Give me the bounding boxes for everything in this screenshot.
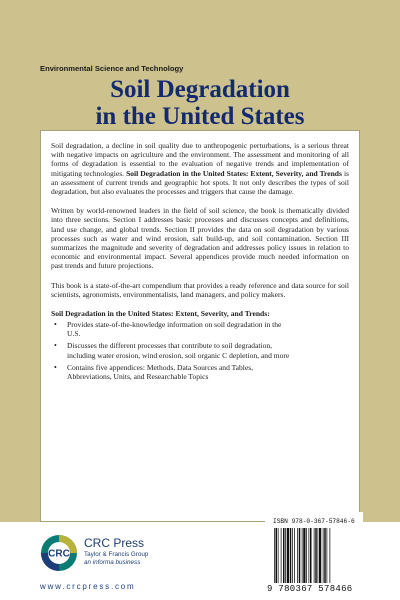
feature-item: • Provides state-of-the-knowledge information on soil degradation in the U.S. xyxy=(54,320,282,339)
paragraph-sections: Written by world-renowned leaders in the field of soil science, the book is thematically divided into three sections. Section I addresses basic processes and discusses concepts and definitions, land use change, and global trends. Section II provides the data on soil degradation by various processes such as water and wind erosion, salt build-up, and soil contamination. Section III summarizes the magnitude and severity of degradation and addresses policy issues in relation to economic and environmental impact. Several appendices provide much needed information on past trends and future projections. xyxy=(51,206,349,271)
features-heading: Soil Degradation in the United States: Extent, Severity, and Trends: xyxy=(51,309,270,319)
intro-text-end: is an assessment of current trends and geographic hot spots. It not only describes the types of soil degradation, but also evaluates the processes and triggers that cause the damage. xyxy=(51,168,349,197)
paragraph-intro xyxy=(51,141,349,196)
paragraph-audience: This book is a state-of-the-art compendium that provides a ready reference and data source for soil scientists, agronomists, environmentalists, land managers, and policy makers. xyxy=(51,280,349,299)
isbn-text: ISBN 978-0-367-57846-6 xyxy=(273,518,355,525)
description-panel xyxy=(40,130,360,522)
publisher-name: CRC Press xyxy=(84,536,145,550)
title-line-1: Soil Degradation xyxy=(110,76,290,103)
title-line-2: in the United States xyxy=(95,103,305,130)
feature-item: • Contains five appendices: Methods, Data Sources and Tables, Abbreviations, Units, and Researchable Topics xyxy=(54,362,254,382)
features-list xyxy=(51,320,349,381)
publisher-group: Taylor & Francis Group xyxy=(84,551,149,558)
publisher-url[interactable]: www.crcpress.com xyxy=(40,582,136,591)
feature-item: • Discusses the different processes that contribute to soil degradation, including water erosion, wind erosion, soil organic C depletion, and more xyxy=(54,341,290,360)
bullet-icon: • xyxy=(54,341,57,351)
bullet-icon: • xyxy=(54,320,57,330)
intro-book-title: Soil Degradation in the United States: Extent, Severity, and Trends xyxy=(126,168,342,178)
intro-text-start: Soil degradation, a decline in soil quality due to anthropogenic perturbations, is a serious threat with negative impacts on agriculture and the environment. The assessment and monitoring of all forms of degradation is essential to the evaluation of negative trends and implementation of mitigating technologies. xyxy=(51,141,349,178)
book-title xyxy=(0,76,400,130)
top-band xyxy=(0,0,400,60)
series-name: Environmental Science and Technology xyxy=(40,64,184,73)
crc-press-logo-icon xyxy=(40,534,78,572)
barcode-number: 9 780367 578466 xyxy=(267,584,353,594)
barcode-icon xyxy=(273,528,357,583)
logo-text: CRC xyxy=(48,548,70,560)
publisher-tagline: an informa business xyxy=(84,559,141,566)
barcode-box xyxy=(265,512,363,598)
bullet-icon: • xyxy=(54,362,57,372)
